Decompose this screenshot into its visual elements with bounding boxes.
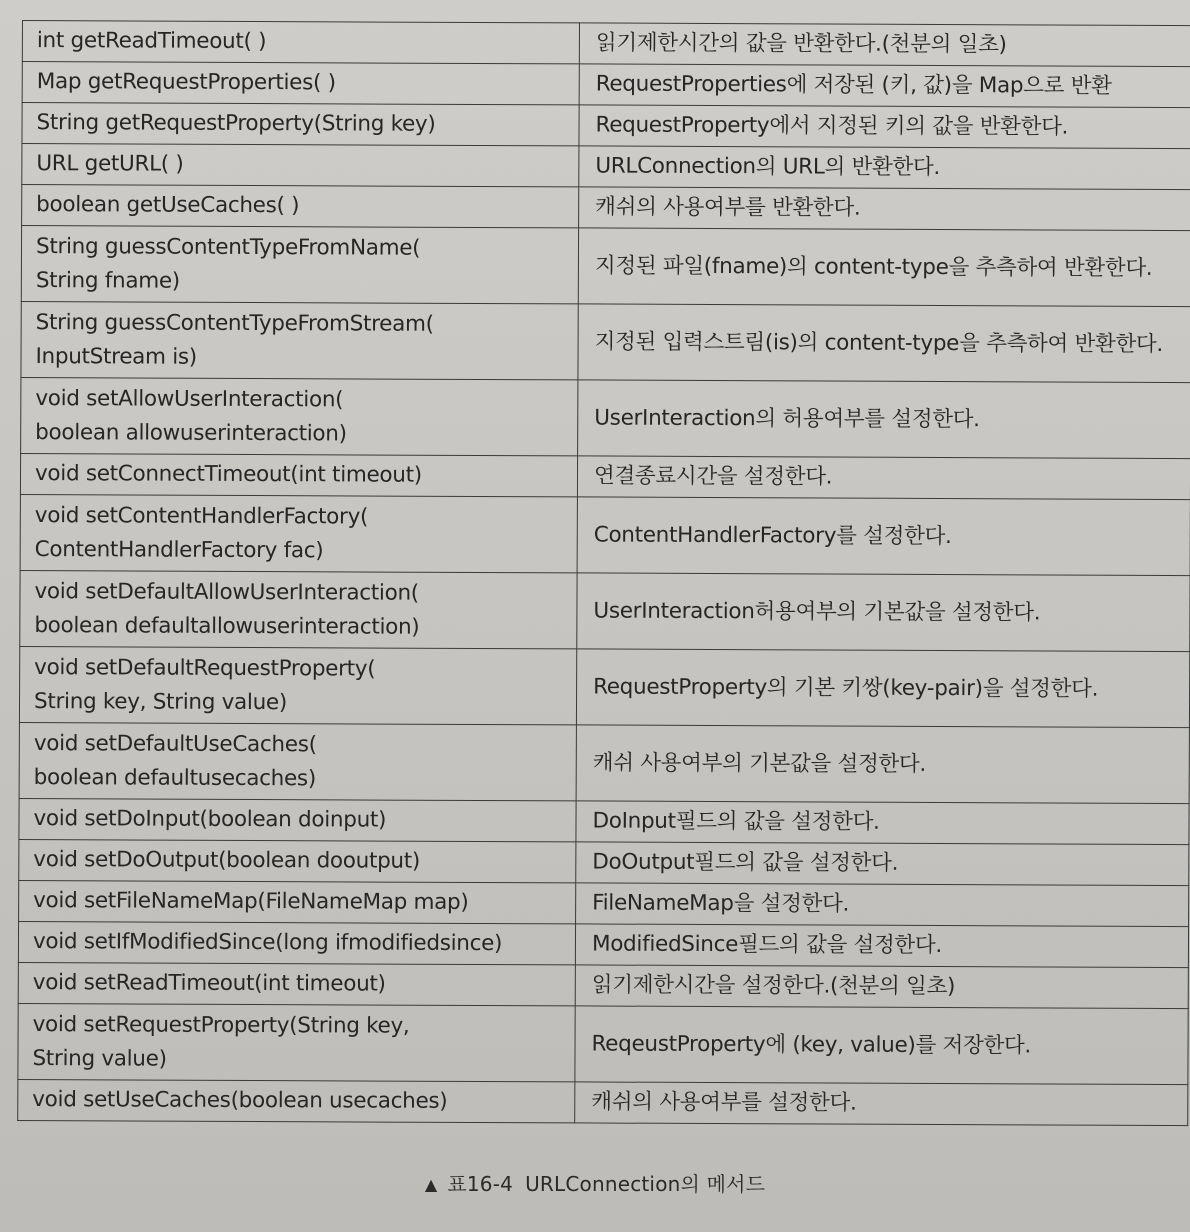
method-signature: void setIfModifiedSince(long ifmodifiedsince) xyxy=(18,921,575,964)
method-signature: void setDoOutput(boolean dooutput) xyxy=(19,839,576,882)
method-signature: String getRequestProperty(String key) xyxy=(22,103,579,146)
method-description: UserInteraction의 허용여부를 설정한다. xyxy=(578,380,1190,459)
table-row xyxy=(18,921,1188,967)
table-row xyxy=(18,1003,1188,1084)
method-description: URLConnection의 URL의 반환한다. xyxy=(579,146,1190,190)
method-description: 읽기제한시간의 값을 반환한다.(천분의 일초) xyxy=(579,23,1190,67)
caption-text: URLConnection의 메서드 xyxy=(525,1172,766,1196)
method-description: 캐쉬의 사용여부를 반환한다. xyxy=(579,187,1190,231)
table-row xyxy=(22,185,1190,231)
table-row xyxy=(21,377,1190,458)
method-signature: void setDoInput(boolean doinput) xyxy=(19,798,576,841)
table-row xyxy=(20,453,1190,499)
methods-table xyxy=(17,20,1190,1126)
method-signature: void setConnectTimeout(int timeout) xyxy=(20,453,577,496)
table-row xyxy=(19,798,1189,844)
method-description: 캐쉬 사용여부의 기본값을 설정한다. xyxy=(576,725,1189,804)
table-row xyxy=(22,21,1190,67)
method-description: RequestProperty에서 지정된 키의 값을 반환한다. xyxy=(579,105,1190,149)
method-description: RequestProperties에 저장된 (키, 값)을 Map으로 반환 xyxy=(579,64,1190,108)
method-description: UserInteraction허용여부의 기본값을 설정한다. xyxy=(577,573,1190,652)
table-row xyxy=(19,646,1189,727)
method-description: DoInput필드의 값을 설정한다. xyxy=(576,801,1189,845)
method-description: FileNameMap을 설정한다. xyxy=(576,883,1189,927)
method-description: 지정된 파일(fname)의 content-type을 추측하여 반환한다. xyxy=(578,228,1190,307)
table-row xyxy=(20,494,1190,575)
method-signature: boolean getUseCaches( ) xyxy=(22,185,579,228)
method-signature: String guessContentTypeFromStream( InputStream is) xyxy=(21,301,578,379)
method-description: ReqeustProperty에 (key, value)를 저장한다. xyxy=(575,1006,1188,1085)
table-row xyxy=(18,962,1188,1008)
method-description: ModifiedSince필드의 값을 설정한다. xyxy=(575,924,1188,968)
method-description: ContentHandlerFactory를 설정한다. xyxy=(577,497,1190,576)
table-row xyxy=(22,144,1190,190)
table-row xyxy=(19,839,1189,885)
method-signature: URL getURL( ) xyxy=(22,144,579,187)
triangle-marker-icon: ▲ xyxy=(424,1175,438,1194)
method-description: 지정된 입력스트림(is)의 content-type을 추측하여 반환한다. xyxy=(578,304,1190,383)
table-caption xyxy=(0,1168,1190,1197)
method-signature: void setDefaultUseCaches( boolean defaultusecaches) xyxy=(19,722,576,800)
method-signature: void setContentHandlerFactory( ContentHandlerFactory fac) xyxy=(20,494,577,572)
method-description: RequestProperty의 기본 키쌍(key-pair)을 설정한다. xyxy=(576,649,1189,728)
method-signature: int getReadTimeout( ) xyxy=(22,21,579,64)
method-signature: void setDefaultRequestProperty( String key, String value) xyxy=(19,646,576,724)
table-row xyxy=(20,570,1190,651)
table-row xyxy=(21,226,1190,307)
table-row xyxy=(18,1079,1188,1125)
method-description: DoOutput필드의 값을 설정한다. xyxy=(576,842,1189,886)
method-signature: void setFileNameMap(FileNameMap map) xyxy=(19,880,576,923)
method-description: 연결종료시간을 설정한다. xyxy=(577,456,1190,500)
method-signature: void setAllowUserInteraction( boolean allowuserinteraction) xyxy=(21,377,578,455)
table-number: 표16-4 xyxy=(447,1172,514,1196)
table-row xyxy=(19,880,1189,926)
method-description: 읽기제한시간을 설정한다.(천분의 일초) xyxy=(575,965,1188,1009)
method-signature: void setReadTimeout(int timeout) xyxy=(18,962,575,1005)
method-signature: void setDefaultAllowUserInteraction( boolean defaultallowuserinteraction) xyxy=(20,570,577,648)
table-row xyxy=(19,722,1189,803)
table-row xyxy=(22,103,1190,149)
method-signature: void setRequestProperty(String key, String value) xyxy=(18,1003,575,1081)
method-signature: void setUseCaches(boolean usecaches) xyxy=(18,1079,575,1122)
method-signature: Map getRequestProperties( ) xyxy=(22,62,579,105)
table-row xyxy=(22,62,1190,108)
method-signature: String guessContentTypeFromName( String fname) xyxy=(21,226,578,304)
method-description: 캐쉬의 사용여부를 설정한다. xyxy=(575,1082,1188,1126)
table-row xyxy=(21,301,1190,382)
